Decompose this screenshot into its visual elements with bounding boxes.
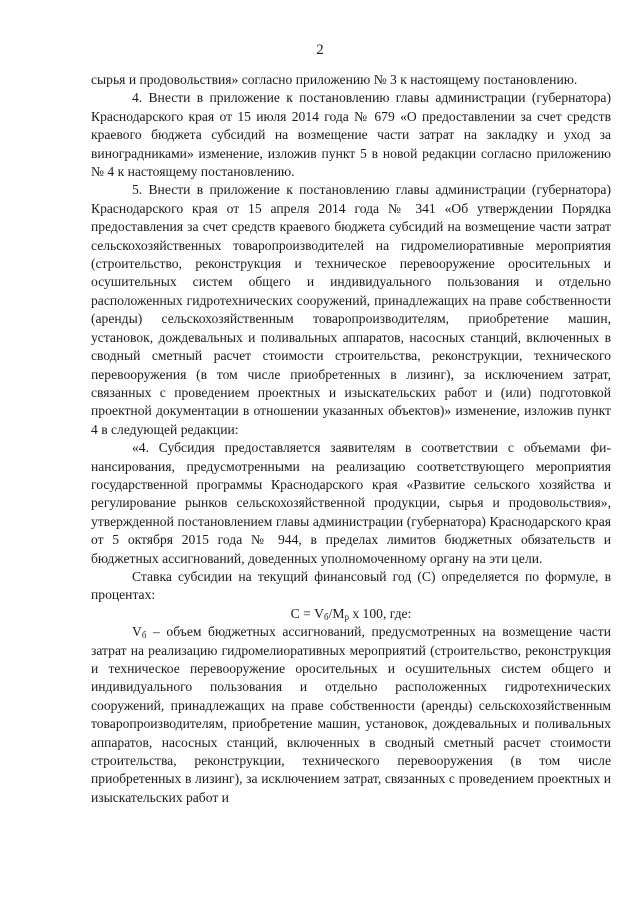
paragraph-item-4: 4. Внести в приложение к постановлению главы администрации (губернатора) Краснодарского края от 15 июля 2014 года № 679 «О предоставлении за счет средств краевого бюджета субсидий на возмещение части затрат на закладку и уход за виноградниками» изменение, изложив пункт 5 в новой редакции согласно приложению № 4 к настоящему постановлению. — [91, 90, 611, 180]
paragraph-quoted-item-4: «4. Субсидия предоставляется заявителям в соответствии с объемами финансирования, предусмотренными на реализацию соответствующего мероприятия государственной программы Краснодарского края «Развитие сельского хозяйства и регулирование рынков сельскохозяйственной продукции, сырья и продовольствия», утвержденной постановлением главы администрации (губернатора) Краснодарского края от 5 октября 2015 года № 944, в пределах лимитов бюджетных обязательств и бюджетных ассигнований, доведенных уполномоченному органу на эти цели. — [91, 440, 611, 566]
definition-text: – объем бюджетных ассигнований, предусмотренных на возмещение части затрат на реализацию гидромелиоративных мероприятий (строительство, реконструкция и техническое перевооружение оросительных и осушительных систем общего и индивидуального пользования и отдельно расположенных гидротехнических сооружений, принадлежащих на праве собственности (аренды) сельскохозяйственным товаропроизводителям, приобретение машин, установок, дождевальных и поливальных аппаратов, насосных станций, включенных в сводный сметный расчет стоимости строительства, реконструкции, технического перевооружения (в том числе приобретенных в лизинг), за исключением затрат, связанных с проведением проектных и изыскательских работ и — [91, 624, 611, 805]
paragraph-continuation: сырья и продовольствия» согласно приложению № 3 к настоящему постановлению. — [91, 72, 578, 87]
formula-lhs: С = V — [290, 605, 324, 621]
document-body — [91, 71, 611, 807]
paragraph-item-5: 5. Внести в приложение к постановлению главы администрации (губернатора) Краснодарского края от 15 апреля 2014 года № 341 «Об утверждении Порядка предоставления за счет средств краевого бюджета субсидий на возмещение части затрат сельскохозяйственных товаропроизводителей на гидромелиоративные мероприятия (строительство, реконструкция и техническое перевооружение оросительных и осушительных систем общего и индивидуального пользования и отдельно расположенных гидротехнических сооружений, принадлежащих на праве собственности (аренды) сельскохозяйственным товаропроизводителям, приобретение машин, установок, дождевальных и поливальных аппаратов, насосных станций, включенных в сводный сметный расчет стоимости строительства, реконструкции, технического перевооружения (в том числе приобретенных в лизинг), за исключением затрат, связанных с проведением проектных и изыскательских работ и (или) подготовкой проектной документации в отношении указанных объектов)» изменение, изложив пункт 4 в следующей редакции: — [91, 182, 611, 437]
paragraph-subsidy-rate: Ставка субсидии на текущий финансовый год (С) определяется по формуле, в процентах: — [91, 568, 611, 603]
paragraph-definition — [91, 623, 611, 807]
formula — [91, 605, 611, 623]
definition-symbol: V — [132, 624, 142, 640]
formula-rhs: х 100, где: — [348, 605, 412, 621]
formula-sub-b: б — [323, 611, 329, 622]
formula-sub-r: р — [344, 611, 349, 622]
formula-mid: /М — [328, 605, 345, 621]
definition-sub: б — [141, 630, 147, 641]
page-number: 2 — [316, 42, 324, 58]
